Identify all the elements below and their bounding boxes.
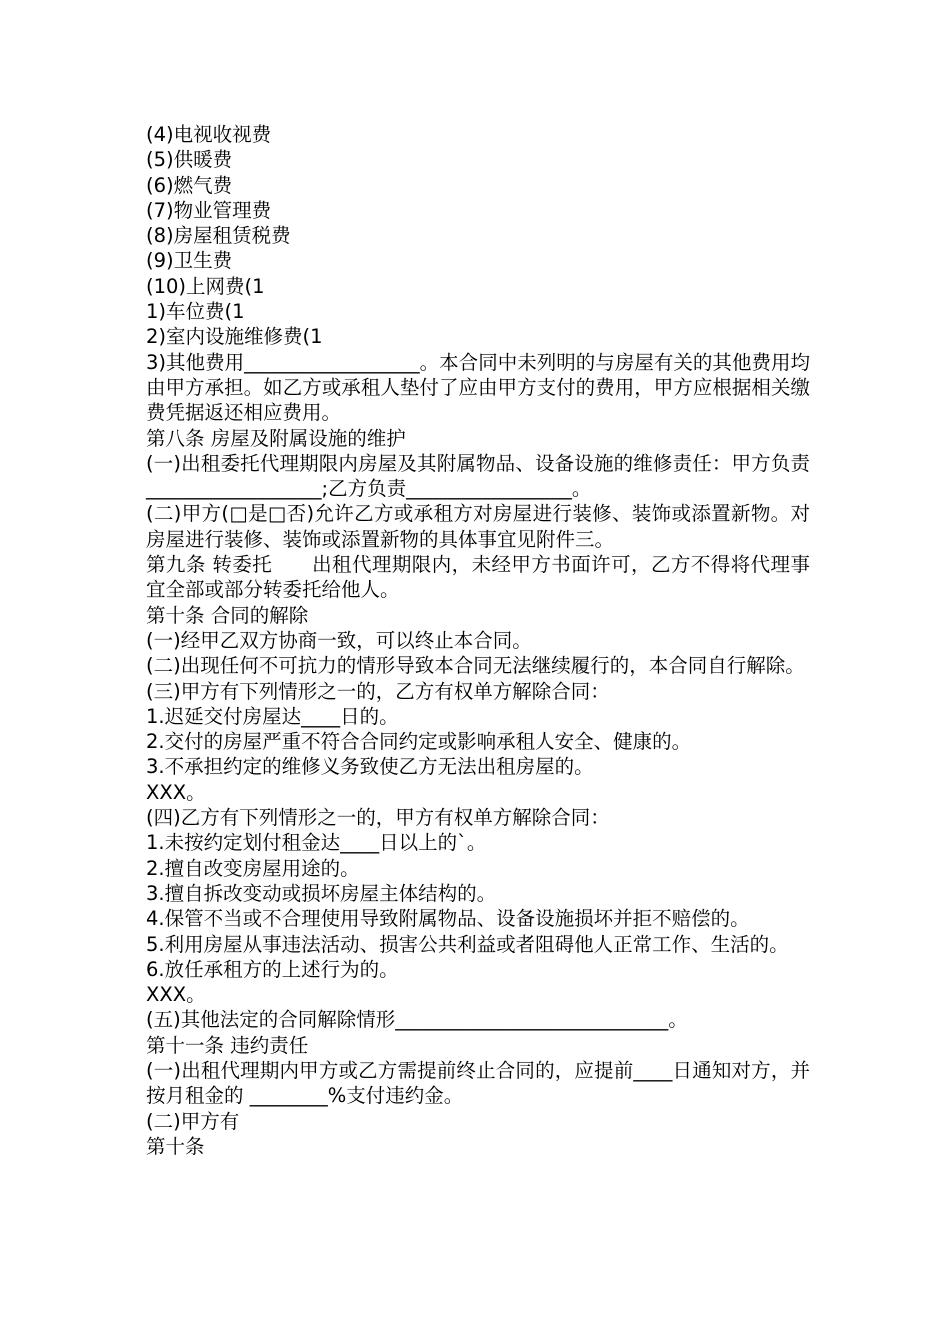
clause-4-item-2: 2.擅自改变房屋用途的。 (146, 856, 360, 880)
article-10-clause-3: (三)甲方有下列情形之一的，乙方有权单方解除合同： (146, 679, 610, 703)
clause-3-placeholder: XXX。 (146, 780, 206, 804)
article-10-clause-5: (五)其他法定的合同解除情形____________________________。 (146, 1008, 688, 1032)
document-body (146, 122, 810, 1159)
article-10-clause-4: (四)乙方有下列情形之一的，甲方有权单方解除合同： (146, 806, 610, 830)
fee-item-sanitation: (9)卫生费 (146, 249, 233, 273)
article-8-heading: 第八条 房屋及附属设施的维护 (146, 426, 406, 450)
clause-4-item-3: 3.擅自拆改变动或损坏房屋主体结构的。 (146, 881, 497, 905)
clause-4-item-4: 4.保管不当或不合理使用导致附属物品、设备设施损坏并拒不赔偿的。 (146, 907, 750, 931)
article-10-clause-2: (二)出现任何不可抗力的情形导致本合同无法继续履行的，本合同自行解除。 (146, 654, 805, 678)
clause-3-item-2: 2.交付的房屋严重不符合合同约定或影响承租人安全、健康的。 (146, 730, 692, 754)
fee-item-tv: (4)电视收视费 (146, 123, 272, 146)
article-11-clause-1: (一)出租代理期内甲方或乙方需提前终止合同的，应提前____日通知对方，并按月租金的 ________%支付违约金。 (146, 1058, 810, 1108)
article-9-paragraph: 第九条 转委托 出租代理期限内，未经甲方书面许可，乙方不得将代理事宜全部或部分转委托给他人。 (146, 553, 810, 602)
fee-item-internet: (10)上网费(1 (146, 274, 265, 298)
clause-4-item-1: 1.未按约定划付租金达____日以上的`。 (146, 831, 487, 855)
clause-3-item-3: 3.不承担约定的维修义务致使乙方无法出租房屋的。 (146, 755, 594, 779)
clause-3-item-1: 1.迟延交付房屋达____日的。 (146, 704, 399, 728)
clause-4-placeholder: XXX。 (146, 983, 206, 1007)
fee-item-repair: 2)室内设施维修费(1 (146, 325, 323, 349)
article-8-clause-2: (二)甲方(□是□否)允许乙方或承租方对房屋进行装修、装饰或添置新物。对房屋进行装修、装饰或添置新物的具体事宜见附件三。 (146, 502, 810, 551)
article-11-heading: 第十一条 违约责任 (146, 1033, 309, 1057)
article-10-heading: 第十条 合同的解除 (146, 603, 309, 627)
fee-item-rental-tax: (8)房屋租赁税费 (146, 224, 291, 248)
fee-item-parking: 1)车位费(1 (146, 300, 245, 324)
fee-item-gas: (6)燃气费 (146, 173, 233, 197)
clause-4-item-6: 6.放任承租方的上述行为的。 (146, 957, 399, 981)
trailing-article-heading: 第十条 (146, 1134, 205, 1158)
fee-item-heating: (5)供暖费 (146, 148, 233, 172)
clause-4-item-5: 5.利用房屋从事违法活动、损害公共利益或者阻碍他人正常工作、生活的。 (146, 932, 789, 956)
article-10-clause-1: (一)经甲乙双方协商一致，可以终止本合同。 (146, 628, 532, 652)
article-8-clause-1: (一)出租委托代理期限内房屋及其附属物品、设备设施的维修责任：甲方负责__________________;乙方负责_________________。 (146, 451, 810, 501)
article-11-clause-2: (二)甲方有 (146, 1109, 240, 1133)
fee-item-property-management: (7)物业管理费 (146, 198, 272, 222)
fee-item-other-paragraph: 3)其他费用__________________。本合同中未列明的与房屋有关的其他费用均由甲方承担。如乙方或承租人垫付了应由甲方支付的费用，甲方应根据相关缴费凭据返还相应费用。 (146, 350, 810, 425)
